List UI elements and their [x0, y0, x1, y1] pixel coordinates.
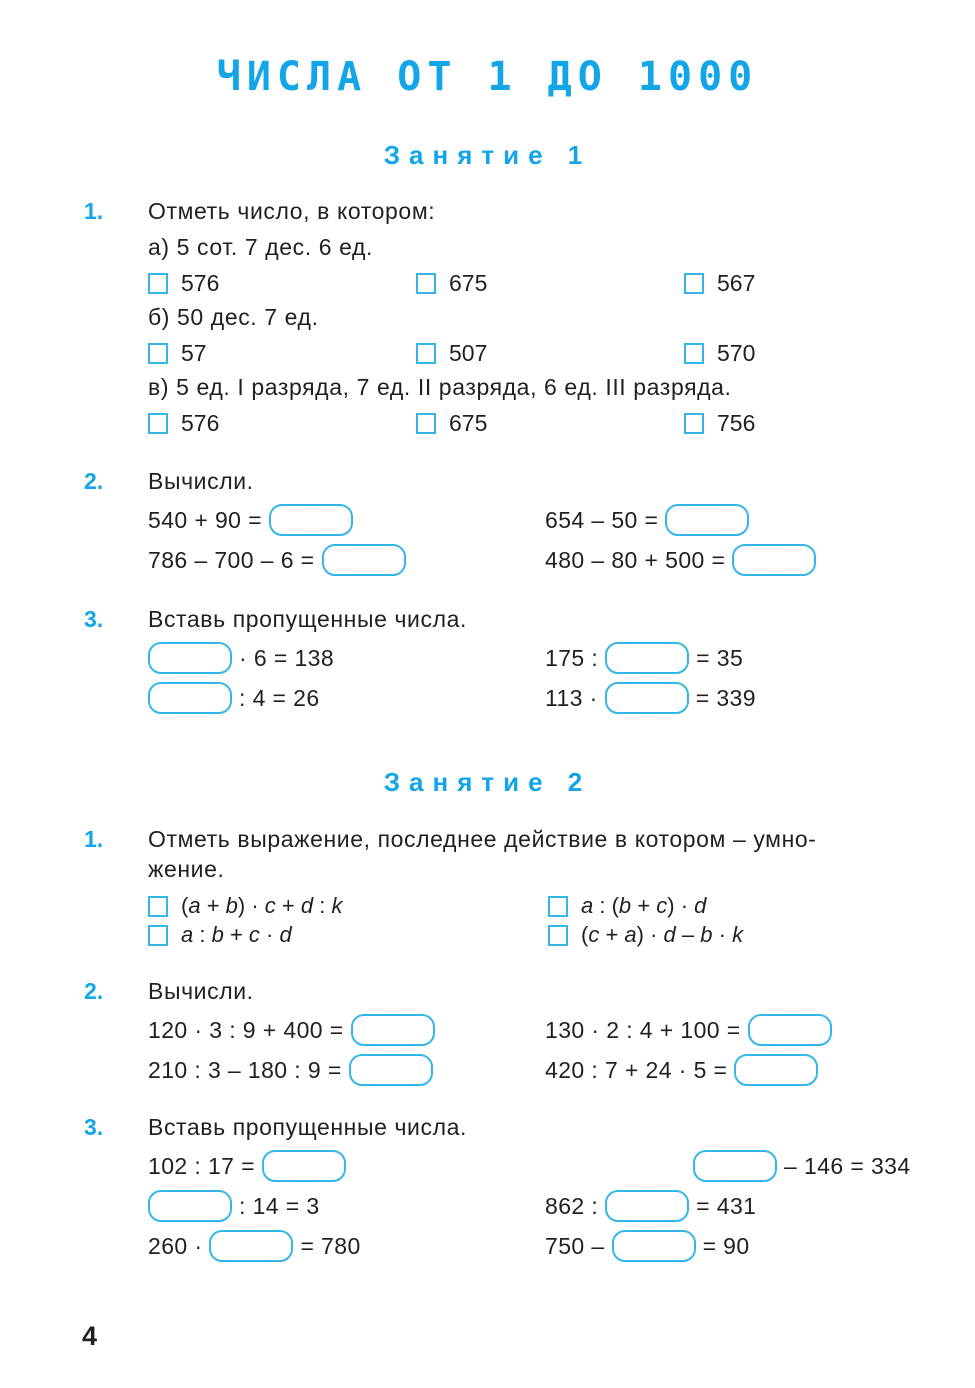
task-number: 1. — [84, 826, 104, 852]
task-number: 3. — [84, 606, 104, 632]
option[interactable] — [148, 922, 548, 948]
checkbox-icon[interactable] — [548, 925, 568, 946]
equation-text: 210 : 3 – 180 : 9 = — [148, 1057, 342, 1083]
checkbox-icon[interactable] — [416, 413, 436, 434]
page-title: ЧИСЛА ОТ 1 ДО 1000 — [216, 54, 759, 100]
checkbox-icon[interactable] — [148, 413, 168, 434]
lesson2-task-1 — [0, 824, 975, 948]
subtask-a-label: а) 5 сот. 7 дес. 6 ед. — [148, 234, 373, 260]
equation — [148, 1014, 545, 1046]
task-number: 1. — [84, 198, 104, 224]
checkbox-icon[interactable] — [684, 343, 704, 364]
answer-input[interactable] — [605, 642, 689, 674]
option[interactable] — [416, 340, 684, 366]
equation — [545, 1150, 911, 1182]
answer-input[interactable] — [612, 1230, 696, 1262]
checkbox-icon[interactable] — [684, 413, 704, 434]
equation-row — [148, 1230, 975, 1262]
checkbox-icon[interactable] — [148, 925, 168, 946]
equation-row — [148, 504, 975, 536]
expression-options-row — [148, 893, 975, 919]
equation-text: 480 – 80 + 500 = — [545, 547, 726, 573]
checkbox-icon[interactable] — [416, 273, 436, 294]
subtask-c-options — [148, 410, 975, 436]
answer-input[interactable] — [148, 682, 232, 714]
equation — [545, 1014, 832, 1046]
equation-text: 260 · — [148, 1233, 203, 1259]
task-prompt: Вставь пропущенные числа. — [148, 1114, 467, 1140]
checkbox-icon[interactable] — [684, 273, 704, 294]
answer-input[interactable] — [665, 504, 749, 536]
answer-input[interactable] — [209, 1230, 293, 1262]
expression: a : b + c · d — [181, 922, 292, 947]
answer-input[interactable] — [148, 642, 232, 674]
equation-row — [148, 1190, 975, 1222]
equation-text: 175 : — [545, 645, 599, 671]
equation-text: 786 – 700 – 6 = — [148, 547, 315, 573]
equation-text: : 14 = 3 — [239, 1193, 320, 1219]
equation-text: = 35 — [696, 645, 744, 671]
option[interactable] — [148, 270, 416, 296]
lesson-1-heading: Занятие 1 — [383, 140, 592, 170]
equation-text: = 339 — [695, 685, 756, 711]
task-prompt: Вычисли. — [148, 468, 254, 494]
checkbox-icon[interactable] — [416, 343, 436, 364]
checkbox-icon[interactable] — [548, 896, 568, 917]
equation — [148, 642, 545, 674]
option-label: 576 — [181, 270, 220, 296]
option[interactable] — [148, 893, 548, 919]
option[interactable] — [416, 270, 684, 296]
option[interactable] — [684, 340, 952, 366]
equation-text: = 90 — [702, 1233, 750, 1259]
task-prompt: Вставь пропущенные числа. — [148, 606, 467, 632]
equation — [545, 1230, 750, 1262]
option[interactable] — [548, 893, 948, 919]
equation — [545, 682, 756, 714]
equation-row — [148, 682, 975, 714]
equation — [545, 1054, 818, 1086]
equation — [545, 504, 749, 536]
lesson-2-heading: Занятие 2 — [383, 767, 592, 797]
answer-input[interactable] — [269, 504, 353, 536]
equation-text: 540 + 90 = — [148, 507, 262, 533]
expression: (a + b) · c + d : k — [181, 893, 343, 918]
task-number: 3. — [84, 1114, 104, 1140]
lesson1-task-3 — [0, 604, 975, 714]
option-label: 507 — [449, 340, 488, 366]
equation — [148, 1230, 545, 1262]
option[interactable] — [548, 922, 948, 948]
subtask-b-label: б) 50 дес. 7 ед. — [148, 304, 319, 330]
option[interactable] — [684, 270, 952, 296]
checkbox-icon[interactable] — [148, 343, 168, 364]
option[interactable] — [416, 410, 684, 436]
equation-text: 654 – 50 = — [545, 507, 659, 533]
equation — [148, 504, 545, 536]
option-label: 567 — [717, 270, 756, 296]
equation — [148, 1190, 545, 1222]
task-prompt: Отметь число, в котором: — [148, 198, 436, 224]
equation-text: 120 · 3 : 9 + 400 = — [148, 1017, 344, 1043]
task-prompt: Отметь выражение, последнее действие в котором – умно- жение. — [148, 826, 817, 882]
equation — [545, 642, 743, 674]
subtask-c-label: в) 5 ед. I разряда, 7 ед. II разряда, 6 ед. III разряда. — [148, 374, 732, 400]
lesson2-task-2 — [0, 976, 975, 1086]
subtask-a-options — [148, 270, 975, 296]
answer-input[interactable] — [349, 1054, 433, 1086]
answer-input[interactable] — [351, 1014, 435, 1046]
equation-text: · 6 = 138 — [239, 645, 335, 671]
answer-input[interactable] — [732, 544, 816, 576]
option-label: 570 — [717, 340, 756, 366]
answer-input[interactable] — [605, 1190, 689, 1222]
equation-text: 113 · — [545, 685, 598, 711]
option-label: 756 — [717, 410, 756, 436]
equation — [148, 544, 545, 576]
subtask-b-options — [148, 340, 975, 366]
task-number: 2. — [84, 468, 104, 494]
answer-input[interactable] — [734, 1054, 818, 1086]
answer-input[interactable] — [605, 682, 689, 714]
equation-text: 420 : 7 + 24 · 5 = — [545, 1057, 728, 1083]
expression-options-row — [148, 922, 975, 948]
lesson1-task-1 — [0, 196, 975, 436]
option-label: 675 — [449, 270, 488, 296]
equation-text: : 4 = 26 — [239, 685, 320, 711]
lesson2-task-3 — [0, 1112, 975, 1262]
answer-input[interactable] — [693, 1150, 777, 1182]
page-number: 4 — [82, 1321, 98, 1351]
equation-row — [148, 1014, 975, 1046]
task-prompt: Вычисли. — [148, 978, 254, 1004]
equation-text: 750 – — [545, 1233, 605, 1259]
equation — [148, 1150, 545, 1182]
task-number: 2. — [84, 978, 104, 1004]
option[interactable] — [148, 340, 416, 366]
equation — [545, 1190, 756, 1222]
expression: (c + a) · d – b · k — [581, 922, 744, 947]
equation-text: = 431 — [696, 1193, 757, 1219]
equation-row — [148, 642, 975, 674]
equation-text: 130 · 2 : 4 + 100 = — [545, 1017, 741, 1043]
option[interactable] — [684, 410, 952, 436]
equation — [545, 544, 816, 576]
equation-text: = 780 — [300, 1233, 361, 1259]
expression: a : (b + c) · d — [581, 893, 707, 918]
equation-text: 862 : — [545, 1193, 599, 1219]
option-label: 57 — [181, 340, 207, 366]
option-label: 576 — [181, 410, 220, 436]
option-label: 675 — [449, 410, 488, 436]
equation-row — [148, 1150, 975, 1182]
answer-input[interactable] — [262, 1150, 346, 1182]
answer-input[interactable] — [322, 544, 406, 576]
answer-input[interactable] — [748, 1014, 832, 1046]
equation-row — [148, 1054, 975, 1086]
equation — [148, 682, 545, 714]
checkbox-icon[interactable] — [148, 273, 168, 294]
lesson1-task-2 — [0, 466, 975, 576]
checkbox-icon[interactable] — [148, 896, 168, 917]
equation — [148, 1054, 545, 1086]
equation-text: 102 : 17 = — [148, 1153, 255, 1179]
equation-row — [148, 544, 975, 576]
answer-input[interactable] — [148, 1190, 232, 1222]
equation-text: – 146 = 334 — [784, 1153, 911, 1179]
option[interactable] — [148, 410, 416, 436]
